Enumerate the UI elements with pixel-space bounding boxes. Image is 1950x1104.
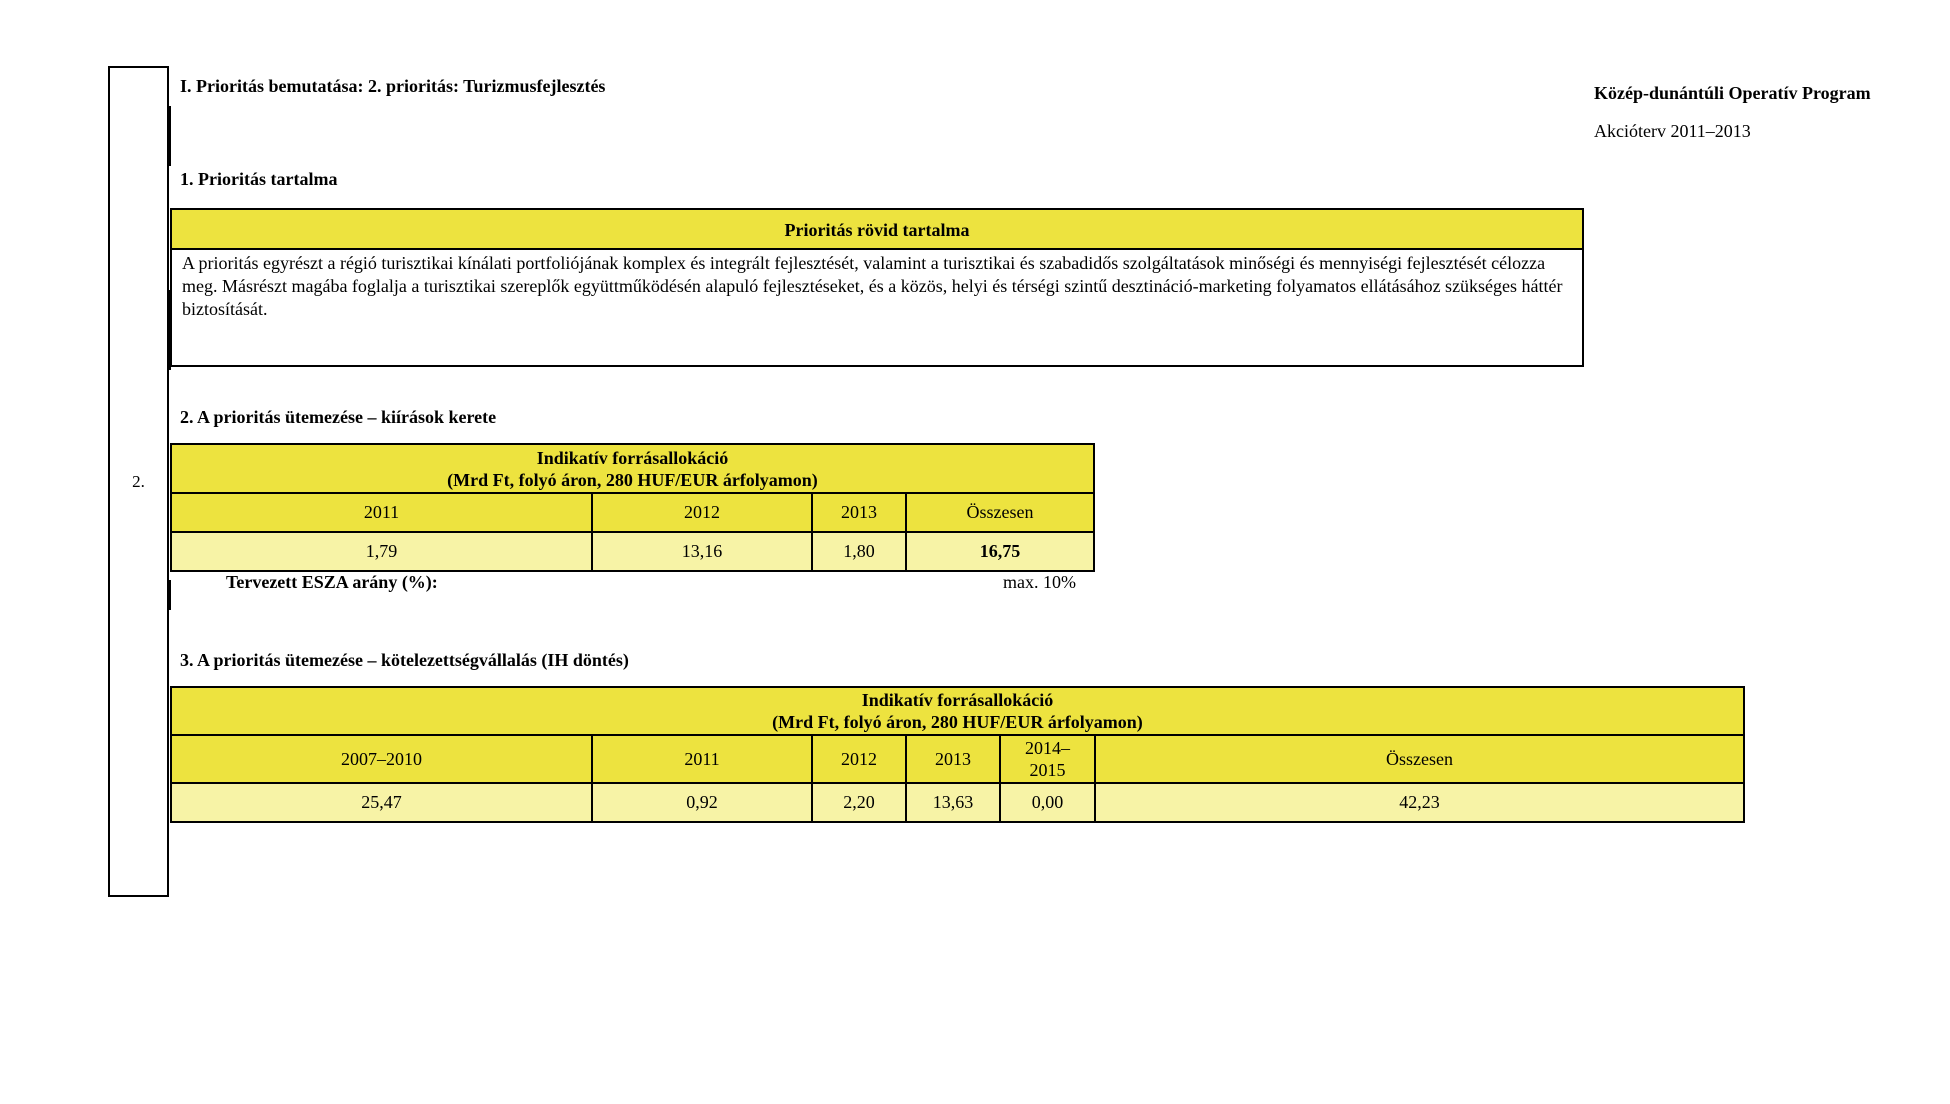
table1-title-line1: Indikatív forrásallokáció [536,447,729,468]
table2-col-header: Összesen [1095,735,1744,783]
table1-col-header: 2013 [812,493,906,532]
table2-col-header: 2007–2010 [171,735,592,783]
table2-cell: 13,63 [906,783,1000,822]
action-plan-label: Akcióterv 2011–2013 [1594,121,1751,141]
priority-number: 2. [132,472,145,491]
table2-cell: 25,47 [171,783,592,822]
section3-heading: 3. A prioritás ütemezése – kötelezettségvállalás (IH döntés) [180,650,629,670]
table2-title [171,687,1744,735]
table2-cell: 0,92 [592,783,812,822]
table1-col-header: 2011 [171,493,592,532]
page-title: I. Prioritás bemutatása: 2. prioritás: Turizmusfejlesztés [180,76,606,96]
allocation-table-2 [170,686,1745,823]
program-name: Közép-dunántúli Operatív Program [1594,83,1871,103]
table2-title-line1: Indikatív forrásallokáció [861,690,1054,710]
separator-tick [169,580,171,610]
table2-cell: 2,20 [812,783,906,822]
priority-summary-text: A prioritás egyrészt a régió turisztikai kínálati portfoliójának komplex és integrált fejlesztését, valamint a turisztikai és szabadidős szolgáltatások minőségi és mennyiségi fejlesztését célozza meg. Másrészt magába foglalja a turisztikai szereplők együttműködésén alapuló fejlesztéseket, és a közös, helyi és térségi szintű desztináció-marketing folyamatos ellátásához szükséges háttér biztosítását. [182,253,1563,319]
table1-col-header: 2012 [592,493,812,532]
esza-label: Tervezett ESZA arány (%): [226,572,438,592]
table2-cell: 0,00 [1000,783,1095,822]
table2-col-header: 2012 [812,735,906,783]
table1-cell: 13,16 [592,532,812,571]
table1-title [171,444,1094,493]
table1-cell: 1,79 [171,532,592,571]
priority-summary-title: Prioritás rövid tartalma [172,210,1582,250]
table2-col-header: 2014– 2015 [1000,735,1095,783]
priority-summary-box [170,208,1584,367]
section1-heading: 1. Prioritás tartalma [180,169,338,189]
separator-tick [169,106,171,166]
table1-cell: 1,80 [812,532,906,571]
table1-col-header: Összesen [906,493,1094,532]
table1-title-line2: (Mrd Ft, folyó áron, 280 HUF/EUR árfolyamon) [447,469,818,490]
allocation-table-1 [170,443,1095,572]
section2-heading: 2. A prioritás ütemezése – kiírások kerete [180,407,497,427]
esza-value: max. 10% [1003,572,1076,592]
table2-cell: 42,23 [1095,783,1744,822]
table1-total-cell: 16,75 [906,532,1094,571]
table2-col-header: 2013 [906,735,1000,783]
table2-title-line2: (Mrd Ft, folyó áron, 280 HUF/EUR árfolyamon) [772,712,1143,732]
table2-col-header: 2011 [592,735,812,783]
